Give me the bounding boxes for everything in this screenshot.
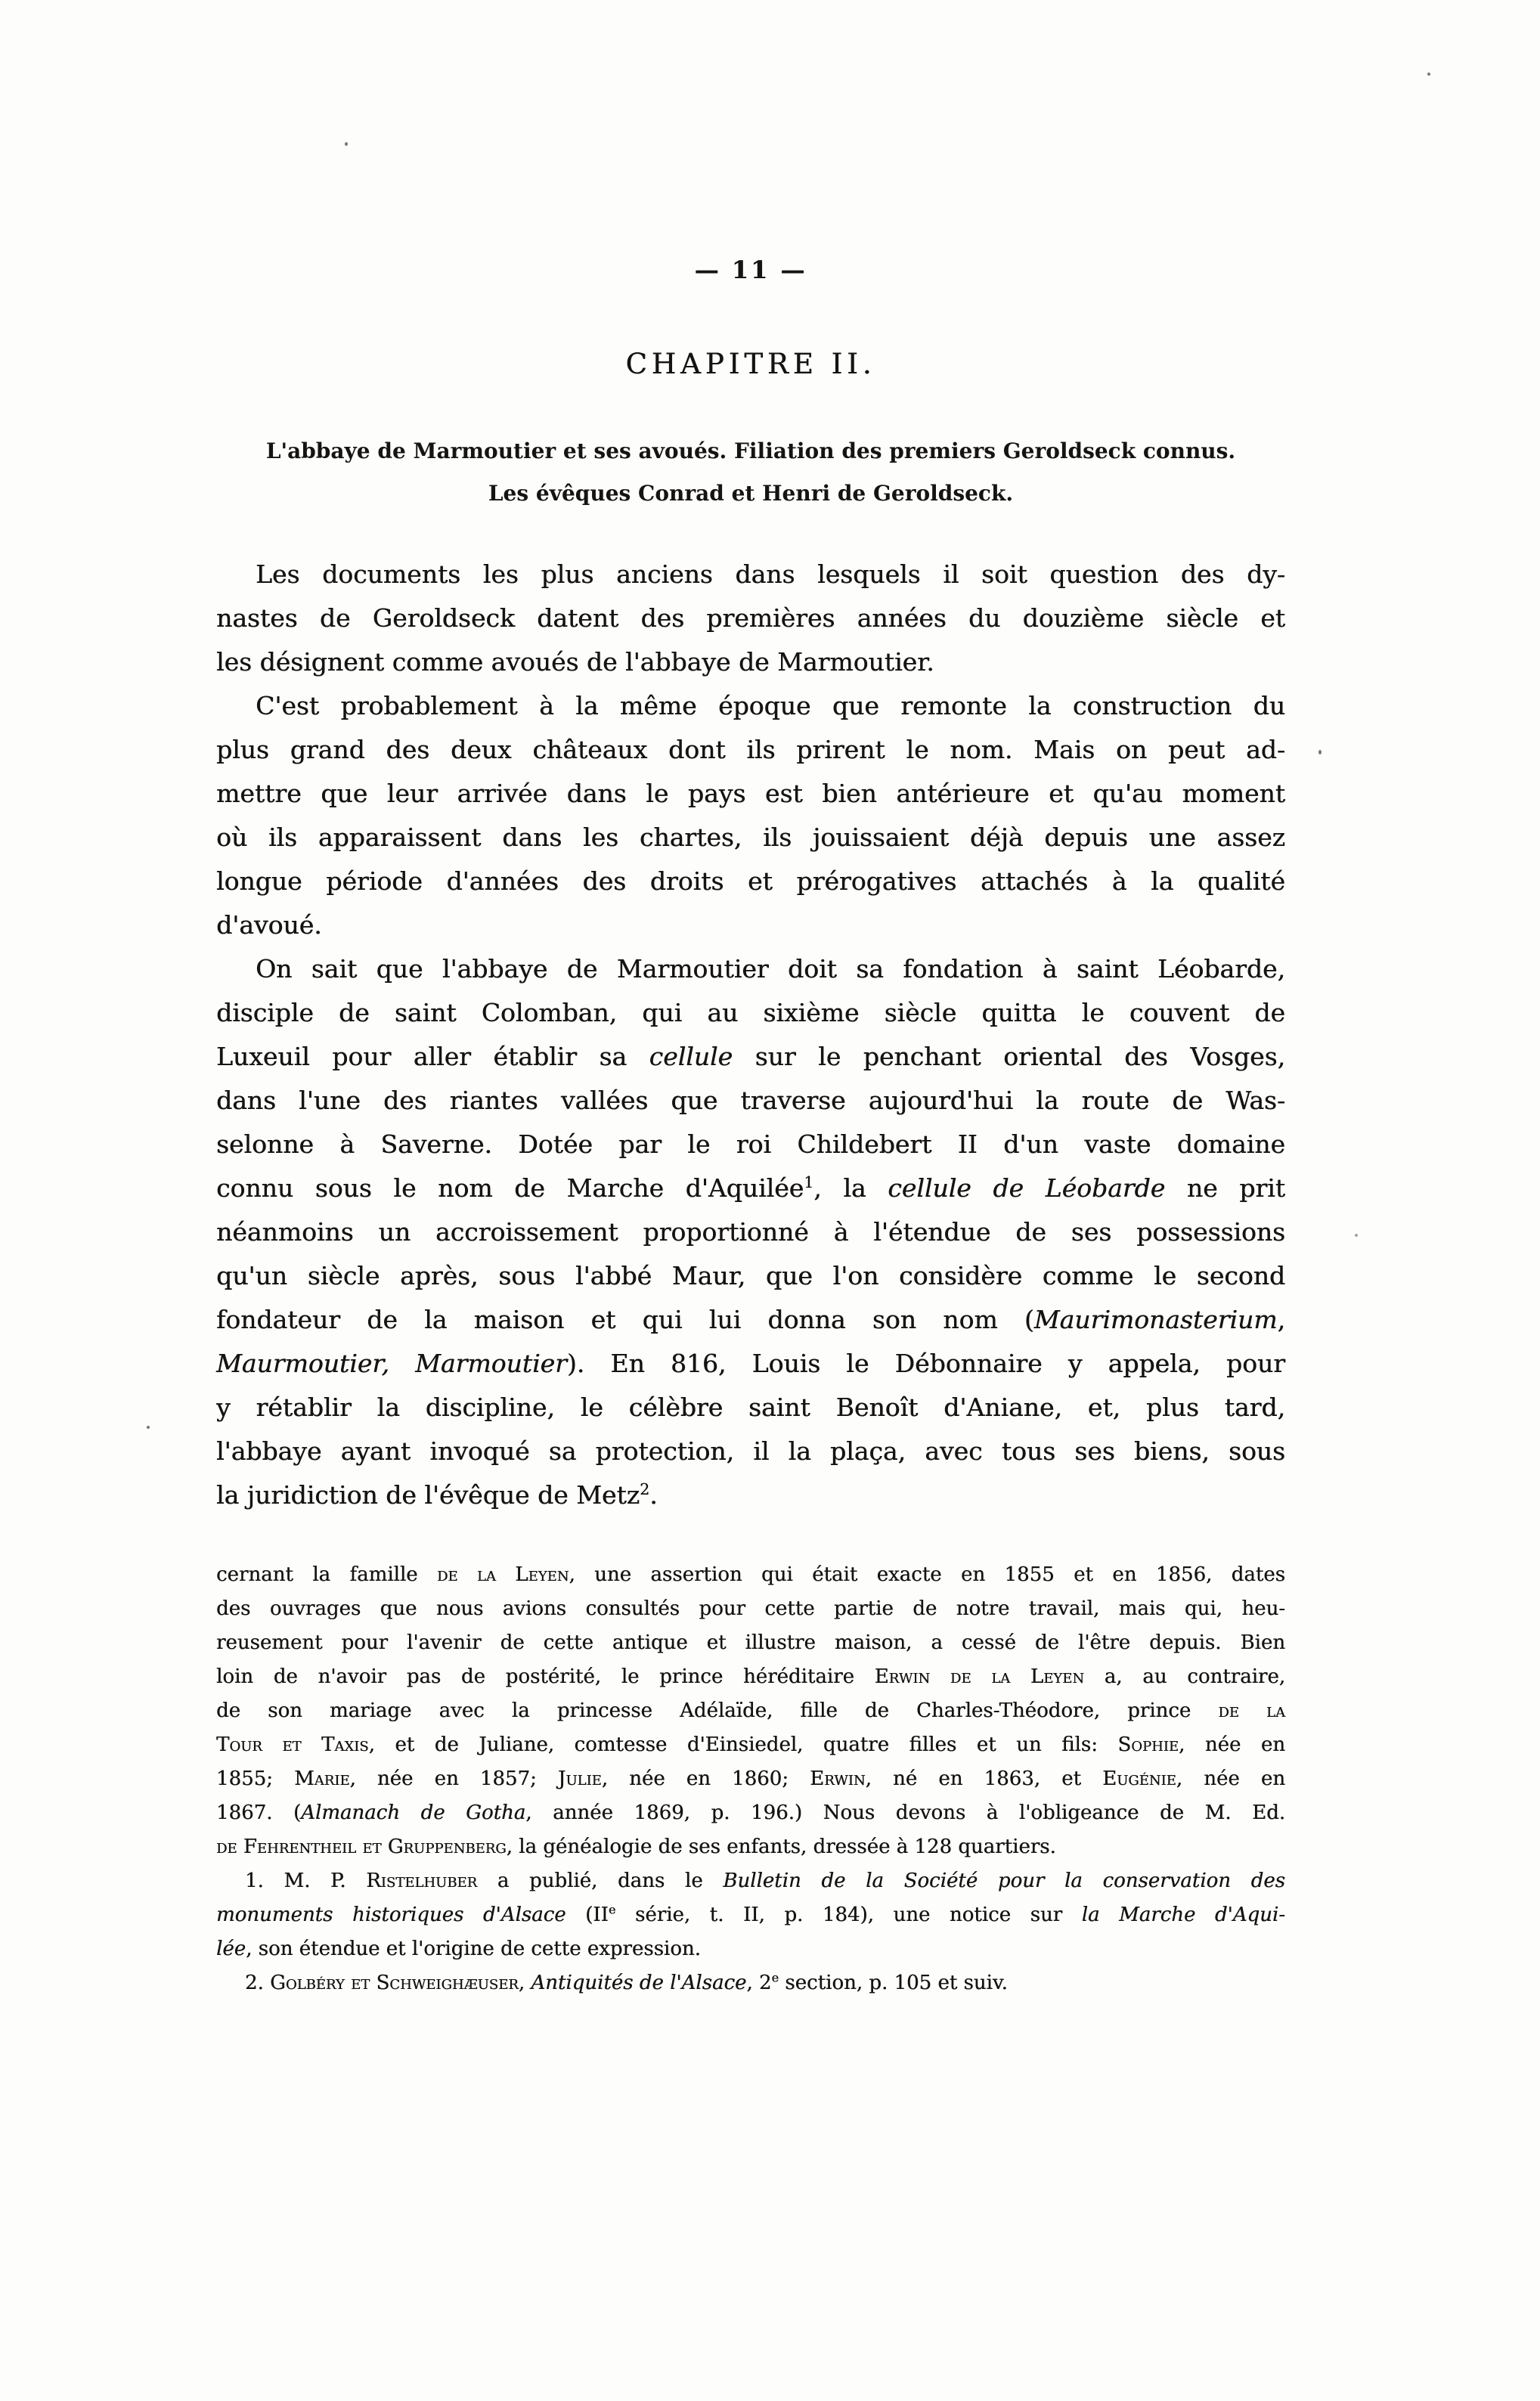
text-line: connu sous le nom de Marche d'Aquilée$^1$, la cellule de Léobarde ne prit (216, 1173, 1285, 1203)
text-line: des ouvrages que nous avions consultés pour cette partie de notre travail, mais qui, heu- (216, 1597, 1285, 1620)
text-line: monuments historiques d'Alsace (IIe série, t. II, p. 184), une notice sur la Marche d'Aqui- (216, 1902, 1285, 1926)
text-block (216, 0, 1285, 2000)
subtitle-line: L'abbaye de Marmoutier et ses avoués. Filiation des premiers Geroldseck connus. (265, 438, 1236, 463)
text-line: y rétablir la discipline, le célèbre saint Benoît d'Aniane, et, plus tard, (216, 1393, 1285, 1422)
text-line: les désignent comme avoués de l'abbaye de Marmoutier. (216, 647, 934, 677)
text-line: l'abbaye ayant invoqué sa protection, il la plaça, avec tous ses biens, sous (216, 1436, 1285, 1466)
text-line: dans l'une des riantes vallées que traverse aujourd'hui la route de Was- (216, 1086, 1285, 1115)
chapter-subtitle (216, 430, 1285, 515)
text-line: 1855; Marie, née en 1857; Julie, née en 1860; Erwin, né en 1863, et Eugénie, née en (216, 1767, 1285, 1790)
text-line: loin de n'avoir pas de postérité, le prince héréditaire Erwin de la Leyen a, au contraire, (216, 1665, 1286, 1688)
scan-speck (1427, 73, 1430, 76)
text-line: reusement pour l'avenir de cette antique et illustre maison, a cessé de l'être depuis. Bien (216, 1631, 1285, 1654)
chapter-heading: CHAPITRE II. (625, 348, 876, 380)
text-line: longue période d'années des droits et prérogatives attachés à la qualité (216, 866, 1285, 896)
text-line: mettre que leur arrivée dans le pays est bien antérieure et qu'au moment (216, 779, 1285, 808)
page-number: — 11 — (694, 256, 807, 284)
text-line: C'est probablement à la même époque que remonte la construction du (256, 691, 1285, 720)
text-line: 2. Golbéry et Schweighæuser, Antiquités de l'Alsace, 2e section, p. 105 et suiv. (245, 1970, 1008, 1994)
text-line: qu'un siècle après, sous l'abbé Maur, que l'on considère comme le second (216, 1261, 1285, 1290)
text-line: néanmoins un accroissement proportionné à l'étendue de ses possessions (216, 1217, 1285, 1247)
text-line: Luxeuil pour aller établir sa cellule sur le penchant oriental des Vosges, (216, 1042, 1285, 1071)
subtitle-line: Les évêques Conrad et Henri de Geroldseck. (488, 481, 1014, 506)
text-line: lée, son étendue et l'origine de cette expression. (216, 1938, 701, 1960)
text-line: fondateur de la maison et qui lui donna son nom (Maurimonasterium, (216, 1305, 1285, 1334)
text-line: selonne à Saverne. Dotée par le roi Childebert II d'un vaste domaine (216, 1129, 1285, 1159)
text-line: plus grand des deux châteaux dont ils prirent le nom. Mais on peut ad- (216, 735, 1285, 764)
scan-speck (1318, 750, 1322, 754)
text-line: Tour et Taxis, et de Juliane, comtesse d'Einsiedel, quatre filles et un fils: Sophie, née en (216, 1733, 1285, 1756)
text-line: d'avoué. (216, 910, 322, 940)
text-line: cernant la famille de la Leyen, une assertion qui était exacte en 1855 et en 1856, dates (216, 1563, 1285, 1586)
text-line: 1. M. P. Ristelhuber a publié, dans le Bulletin de la Société pour la conservation des (245, 1870, 1285, 1892)
text-line: la juridiction de l'évêque de Metz$^2$. (216, 1480, 658, 1510)
text-line: nastes de Geroldseck datent des premières années du douzième siècle et (216, 603, 1285, 633)
text-line: Maurmoutier, Marmoutier). En 816, Louis le Débonnaire y appela, pour (216, 1349, 1285, 1378)
text-line: où ils apparaissent dans les chartes, ils jouissaient déjà depuis une assez (216, 823, 1285, 852)
text-line: de Fehrentheil et Gruppenberg, la généalogie de ses enfants, dressée à 128 quartiers. (216, 1836, 1056, 1858)
text-line: On sait que l'abbaye de Marmoutier doit sa fondation à saint Léobarde, (256, 954, 1285, 984)
scan-speck (147, 1426, 150, 1429)
text-line: Les documents les plus anciens dans lesquels il soit question des dy- (256, 559, 1285, 589)
text-line: 1867. (Almanach de Gotha, année 1869, p. 196.) Nous devons à l'obligeance de M. Ed. (216, 1802, 1286, 1824)
text-line: disciple de saint Colomban, qui au sixième siècle quitta le couvent de (216, 998, 1285, 1027)
body-text (216, 553, 1285, 1517)
scan-speck (1355, 1234, 1358, 1237)
footnotes (216, 1558, 1285, 2000)
text-line: de son mariage avec la princesse Adélaïde, fille de Charles-Théodore, prince de la (216, 1699, 1285, 1722)
